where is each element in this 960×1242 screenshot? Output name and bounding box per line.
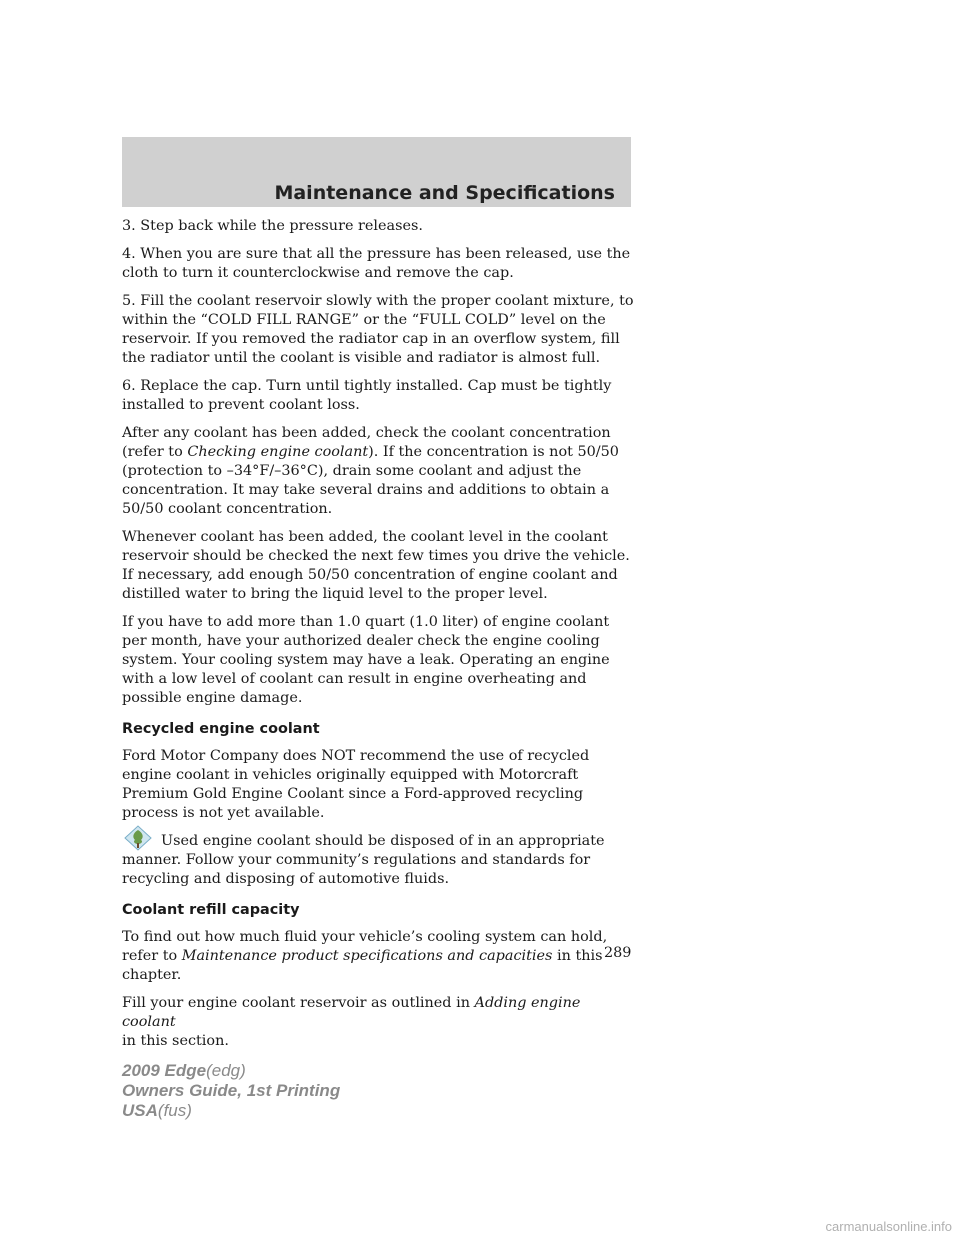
recycled-paragraph: Ford Motor Company does NOT recommend the use of recycled engine coolant in vehicles originally equipped with Motorcraft Premium Gold Engine Coolant since a Ford-approved recycling process is not yet available. xyxy=(122,748,590,821)
section-header-band xyxy=(122,137,631,207)
refill-paragraph-2: Fill your engine coolant reservoir as outlined in Adding engine coolant in this section. xyxy=(122,995,581,1049)
step-5: 5. Fill the coolant reservoir slowly with the proper coolant mixture, to within the “COLD FILL RANGE” or the “FULL COLD” level on the reservoir. If you removed the radiator cap in an overflow system, fill the radiator until the coolant is visible and radiator is almost full. xyxy=(122,293,634,366)
section-title: Maintenance and Specifications xyxy=(274,182,615,204)
recycle-tree-icon xyxy=(122,824,154,852)
page-content xyxy=(122,217,634,1060)
more-than-paragraph: If you have to add more than 1.0 quart (1.0 liter) of engine coolant per month, have your authorized dealer check the engine cooling system. Your cooling system may have a leak. Operating an engine with a low level of coolant can result in engine overheating and possible engine damage. xyxy=(122,614,610,706)
footer-line-3: USA(fus) xyxy=(122,1101,192,1120)
step-4: 4. When you are sure that all the pressure has been released, use the cloth to turn it counterclockwise and remove the cap. xyxy=(122,246,631,281)
maintenance-specs-ref: Maintenance product specifications and capacities xyxy=(181,948,553,964)
checking-engine-coolant-ref: Checking engine coolant xyxy=(187,444,369,460)
print-footer xyxy=(122,1061,340,1121)
recycled-heading: Recycled engine coolant xyxy=(122,721,320,737)
refill-paragraph-1: To find out how much fluid your vehicle’s cooling system can hold, refer to Maintenance product specifications and capacities in this chapter. xyxy=(122,929,608,983)
watermark: carmanualsonline.info xyxy=(825,1219,952,1234)
page-number: 289 xyxy=(604,945,632,961)
refill-heading: Coolant refill capacity xyxy=(122,902,300,918)
footer-line-2: Owners Guide, 1st Printing xyxy=(122,1081,341,1100)
footer-line-1: 2009 Edge(edg) xyxy=(122,1061,246,1080)
recycle-note: Used engine coolant should be disposed of in an appropriate manner. Follow your community’s regulations and standards for recycling and disposing of automotive fluids. xyxy=(122,832,634,889)
step-6: 6. Replace the cap. Turn until tightly installed. Cap must be tightly installed to prevent coolant loss. xyxy=(122,378,612,413)
step-3: 3. Step back while the pressure releases. xyxy=(122,218,423,234)
whenever-paragraph: Whenever coolant has been added, the coolant level in the coolant reservoir should be checked the next few times you drive the vehicle. If necessary, add enough 50/50 concentration of engine coolant and distilled water to bring the liquid level to the proper level. xyxy=(122,529,630,602)
after-coolant-paragraph: After any coolant has been added, check the coolant concentration (refer to Checking engine coolant). If the concentration is not 50/50 (protection to –34°F/–36°C), drain some coolant and adjust the concentration. It may take several drains and additions to obtain a 50/50 coolant concentration. xyxy=(122,425,619,517)
adding-engine-coolant-ref: Adding engine coolant xyxy=(122,995,581,1030)
